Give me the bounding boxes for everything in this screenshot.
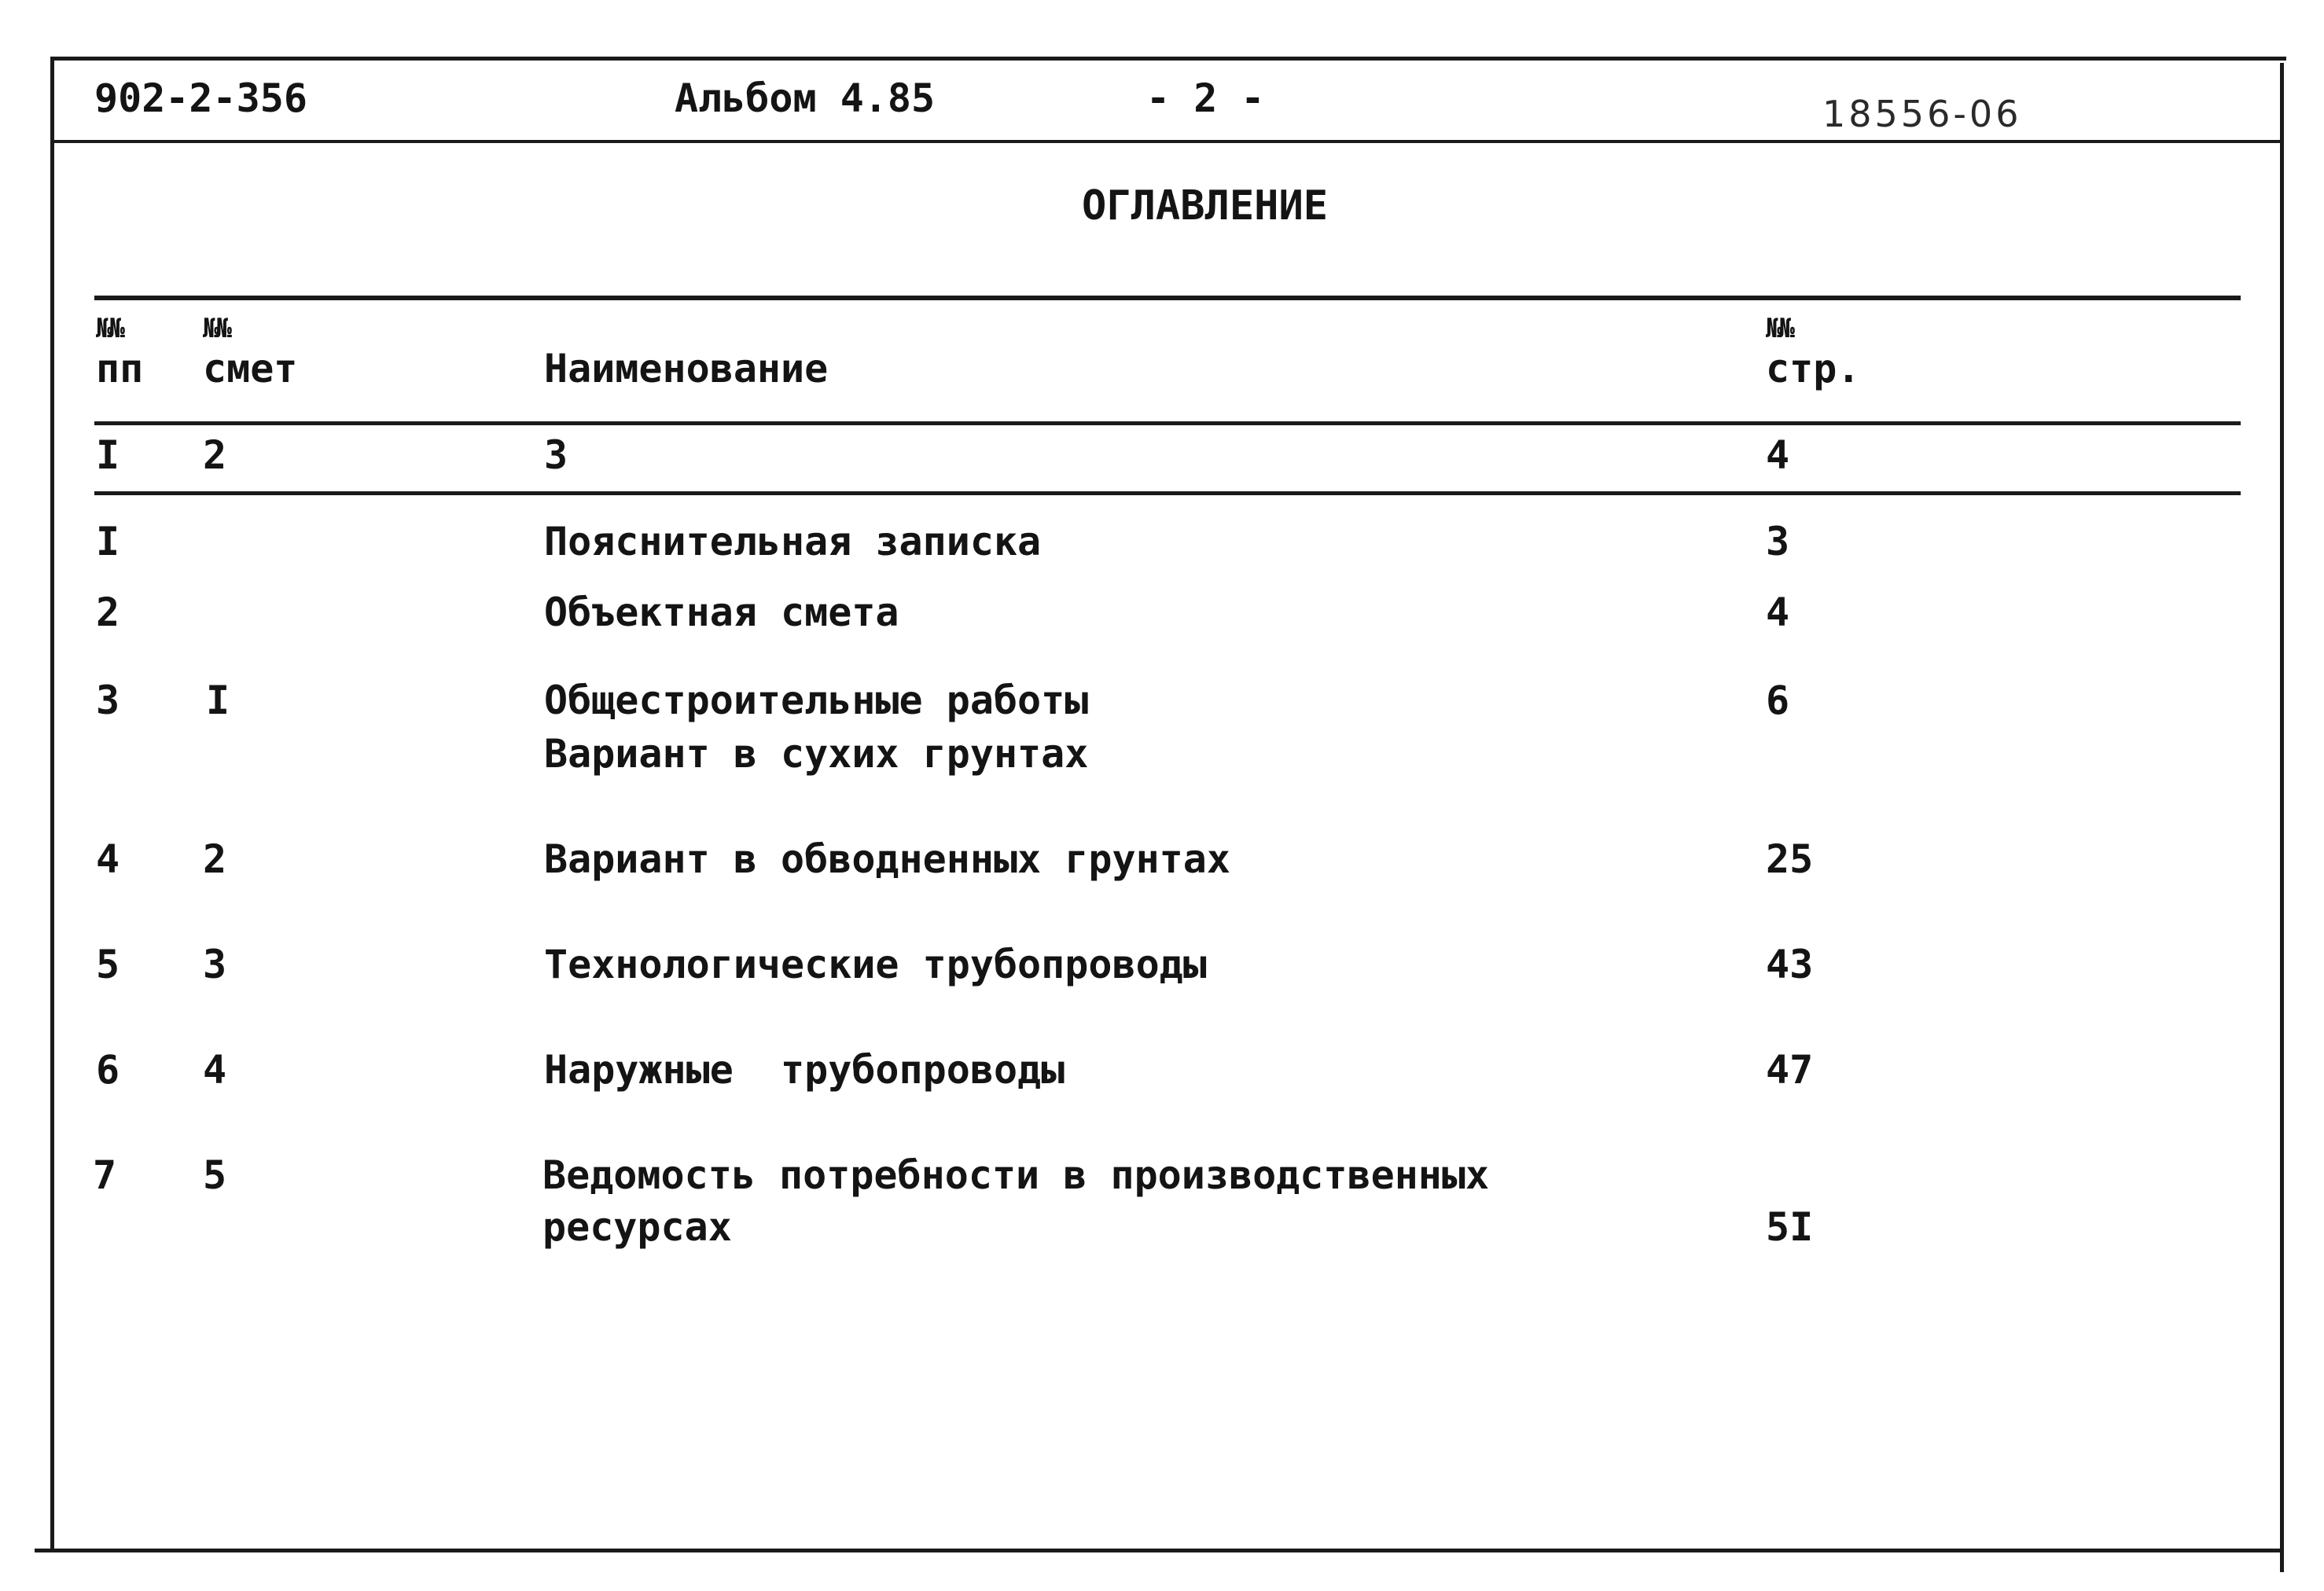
header-divider <box>53 140 2283 143</box>
row-estimate: I <box>206 678 230 723</box>
row-number: 2 <box>96 590 120 635</box>
row-number: 4 <box>96 836 120 882</box>
row-page: 3 <box>1766 519 1790 564</box>
row-page: 47 <box>1766 1047 1814 1093</box>
num-column-mark: №№ <box>96 313 122 344</box>
frame-left-border <box>50 57 54 1550</box>
column-number: 4 <box>1766 432 1790 478</box>
table-body-rule <box>94 491 2241 495</box>
row-number: I <box>96 519 120 564</box>
column-number: I <box>96 432 120 478</box>
page-column-header: стр. <box>1766 346 1861 391</box>
album-number: Альбом 4.85 <box>675 75 936 121</box>
row-page: 4 <box>1766 590 1790 635</box>
row-estimate: 2 <box>203 836 227 882</box>
page-number: - 2 - <box>1146 75 1265 121</box>
table-top-rule <box>94 296 2241 300</box>
name-column-header: Наименование <box>544 346 829 391</box>
num-column-header: пп <box>96 346 144 391</box>
column-number: 2 <box>203 432 227 478</box>
registration-number: 18556-06 <box>1822 93 2022 135</box>
row-name: Общестроительные работы <box>544 678 1089 723</box>
row-name-continued: Вариант в сухих грунтах <box>544 731 1089 777</box>
row-number: 7 <box>93 1152 117 1198</box>
table-header-rule <box>94 421 2241 425</box>
column-number: 3 <box>544 432 568 478</box>
row-name: Пояснительная записка <box>544 519 1042 564</box>
row-name: Технологические трубопроводы <box>544 942 1207 987</box>
document-code: 902-2-356 <box>94 75 307 121</box>
page-column-mark: №№ <box>1766 313 1792 344</box>
estimate-column-header: смет <box>203 346 298 391</box>
row-number: 5 <box>96 942 120 987</box>
frame-right-border <box>2280 63 2284 1572</box>
row-estimate: 4 <box>203 1047 227 1093</box>
row-name-continued: ресурсах <box>542 1204 732 1250</box>
row-estimate: 5 <box>203 1152 227 1198</box>
frame-top-border <box>53 57 2286 61</box>
row-name: Наружные трубопроводы <box>544 1047 1065 1093</box>
page-title: ОГЛАВЛЕНИЕ <box>1082 182 1329 230</box>
row-number: 3 <box>96 678 120 723</box>
frame-bottom-border <box>35 1549 2282 1552</box>
row-number: 6 <box>96 1047 120 1093</box>
row-page: 43 <box>1766 942 1814 987</box>
row-page: 5I <box>1766 1204 1814 1250</box>
row-page: 25 <box>1766 836 1814 882</box>
row-page: 6 <box>1766 678 1790 723</box>
row-name: Ведомость потребности в производственных <box>542 1152 1490 1198</box>
row-name: Вариант в обводненных грунтах <box>544 836 1230 882</box>
row-name: Объектная смета <box>544 590 899 635</box>
row-estimate: 3 <box>203 942 227 987</box>
estimate-column-mark: №№ <box>203 313 229 344</box>
